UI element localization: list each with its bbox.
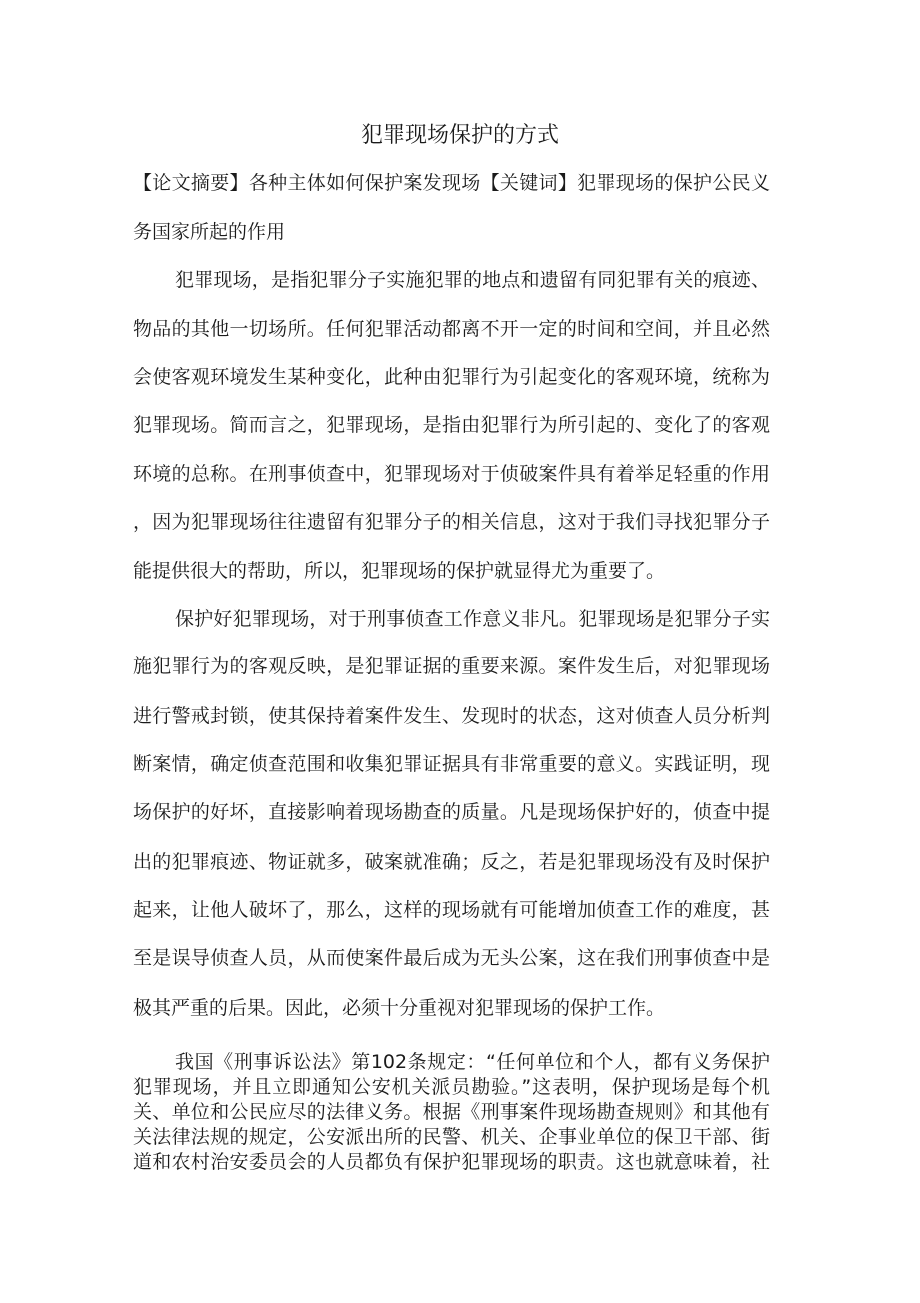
abstract-line: 【论文摘要】各种主体如何保护案发现场【关键词】犯罪现场的保护公民义 — [133, 172, 770, 194]
paragraph-line: 进行警戒封锁，使其保持着案件发生、发现时的状态，这对侦查人员分析判 — [133, 705, 770, 727]
paragraph-line: 关、单位和公民应尽的法律义务。根据《刑事案件现场勘查规则》和其他有 — [133, 1101, 770, 1123]
paragraph-line: 环境的总称。在刑事侦查中，犯罪现场对于侦破案件具有着举足轻重的作用 — [133, 463, 770, 485]
paragraph-line: 起来，让他人破坏了，那么，这样的现场就有可能增加侦查工作的难度，甚 — [133, 899, 770, 921]
paragraph-line: 至是误导侦查人员，从而使案件最后成为无头公案，这在我们刑事侦查中是 — [133, 947, 770, 969]
paragraph-line: 我国《刑事诉讼法》第102条规定：“任何单位和个人，都有义务保护 — [175, 1051, 770, 1073]
paragraph-line: 场保护的好坏，直接影响着现场勘查的质量。凡是现场保护好的，侦查中提 — [133, 801, 770, 823]
abstract-line: 务国家所起的作用 — [133, 221, 286, 243]
paragraph-line: 物品的其他一切场所。任何犯罪活动都离不开一定的时间和空间，并且必然 — [133, 318, 770, 340]
paragraph-line: 犯罪现场，并且立即通知公安机关派员勘验。”这表明，保护现场是每个机 — [133, 1076, 770, 1098]
paragraph-line: 道和农村治安委员会的人员都负有保护犯罪现场的职责。这也就意味着，社 — [133, 1151, 770, 1173]
paragraph-line: 能提供很大的帮助，所以，犯罪现场的保护就显得尤为重要了。 — [133, 560, 666, 582]
document-title: 犯罪现场保护的方式 — [360, 123, 559, 148]
paragraph-line: 犯罪现场。简而言之，犯罪现场，是指由犯罪行为所引起的、变化了的客观 — [133, 414, 770, 436]
paragraph-line: 保护好犯罪现场，对于刑事侦查工作意义非凡。犯罪现场是犯罪分子实 — [175, 608, 770, 630]
paragraph-line: 断案情，确定侦查范围和收集犯罪证据具有非常重要的意义。实践证明，现 — [133, 753, 770, 775]
paragraph-line: 出的犯罪痕迹、物证就多，破案就准确；反之，若是犯罪现场没有及时保护 — [133, 851, 770, 873]
paragraph-line: ，因为犯罪现场往往遗留有犯罪分子的相关信息，这对于我们寻找犯罪分子 — [133, 511, 770, 533]
paragraph-line: 极其严重的后果。因此，必须十分重视对犯罪现场的保护工作。 — [133, 997, 666, 1019]
paragraph-line: 会使客观环境发生某种变化，此种由犯罪行为引起变化的客观环境，统称为 — [133, 366, 770, 388]
paragraph-line: 犯罪现场，是指犯罪分子实施犯罪的地点和遗留有同犯罪有关的痕迹、 — [175, 269, 770, 291]
paragraph-line: 关法律法规的规定，公安派出所的民警、机关、企事业单位的保卫干部、街 — [133, 1126, 770, 1148]
paragraph-line: 施犯罪行为的客观反映，是犯罪证据的重要来源。案件发生后，对犯罪现场 — [133, 655, 770, 677]
